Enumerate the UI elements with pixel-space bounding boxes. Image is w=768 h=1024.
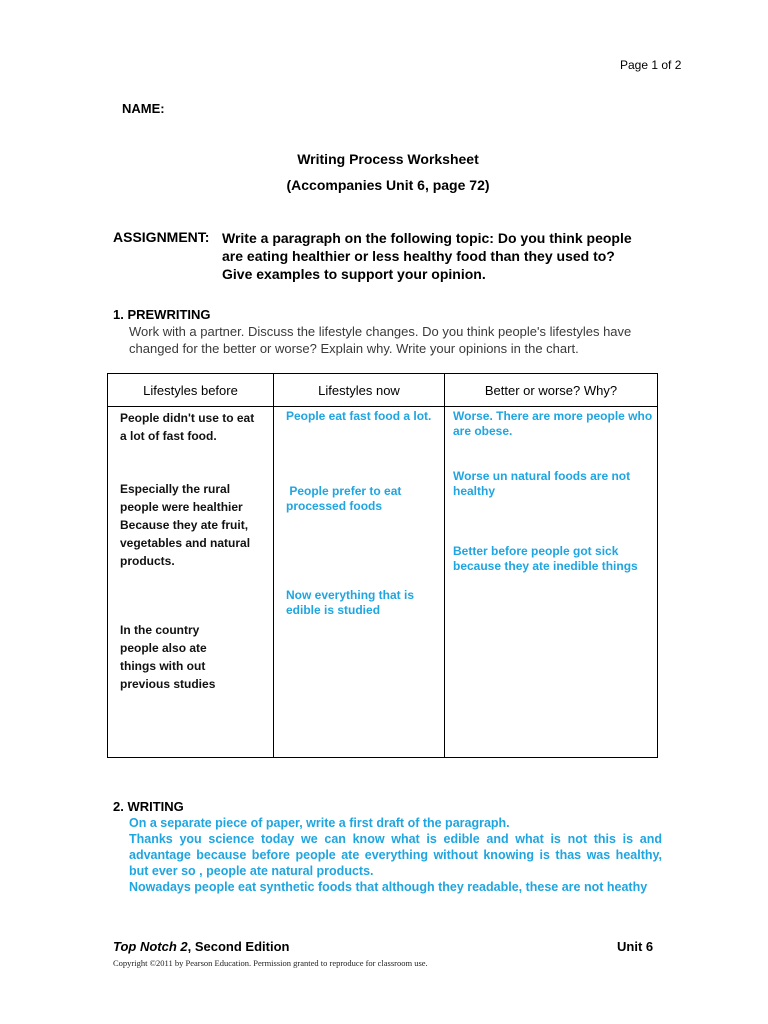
writing-heading: 2. WRITING <box>113 799 184 814</box>
cell-before <box>108 407 274 758</box>
now-entry: People eat fast food a lot. <box>286 409 432 423</box>
worksheet-subtitle: (Accompanies Unit 6, page 72) <box>286 177 490 193</box>
cell-now <box>274 407 445 758</box>
assignment-label: ASSIGNMENT: <box>113 229 210 245</box>
worksheet-title: Writing Process Worksheet <box>297 151 479 167</box>
lifestyle-chart <box>107 373 658 758</box>
prewriting-heading: 1. PREWRITING <box>113 307 211 322</box>
header-lifestyles-before: Lifestyles before <box>108 374 274 407</box>
cell-why <box>445 407 658 758</box>
now-entry: Now everything that is edible is studied <box>286 588 415 617</box>
why-entry: Better before people got sick because they ate inedible things <box>453 544 638 573</box>
assignment-text: Write a paragraph on the following topic: Do you think people are eating healthier or less healthy food than they used to? Give examples to support your opinion. <box>222 230 632 282</box>
header-lifestyles-now: Lifestyles now <box>274 374 445 407</box>
book-edition: , Second Edition <box>187 939 290 954</box>
now-entry-text: People prefer to eat processed foods <box>286 484 405 513</box>
writing-text <box>129 815 662 895</box>
now-entry <box>286 484 436 514</box>
footer-book-title <box>113 939 289 954</box>
before-entry: Especially the rural people were healthier Because they ate fruit, vegetables and natural products. <box>120 482 251 568</box>
writing-paragraph: Nowadays people eat synthetic foods that although they readable, these are not heathy <box>129 880 648 894</box>
before-entry: In the country people also ate things with out previous studies <box>120 623 216 691</box>
writing-paragraph: On a separate piece of paper, write a first draft of the paragraph. <box>129 816 510 830</box>
book-title: Top Notch 2 <box>113 939 188 954</box>
copyright-notice: Copyright ©2011 by Pearson Education. Permission granted to reproduce for classroom use. <box>113 958 428 968</box>
why-entry: Worse un natural foods are not healthy <box>453 469 631 498</box>
header-better-or-worse: Better or worse? Why? <box>445 374 658 407</box>
prewriting-instructions: Work with a partner. Discuss the lifestyle changes. Do you think people's lifestyles have changed for the better or worse? Explain why. Write your opinions in the chart. <box>129 324 632 356</box>
before-entry: People didn't use to eat a lot of fast food. <box>120 411 255 443</box>
page-number: Page 1 of 2 <box>620 58 682 72</box>
why-entry: Worse. There are more people who are obese. <box>453 409 653 438</box>
footer-unit: Unit 6 <box>617 939 654 954</box>
writing-paragraph: Thanks you science today we can know what is edible and what is not this is and advantage because before people ate everything without knowing is thas was healthy, but ever so , people ate natural products. <box>129 832 662 878</box>
name-label: NAME: <box>122 101 165 116</box>
